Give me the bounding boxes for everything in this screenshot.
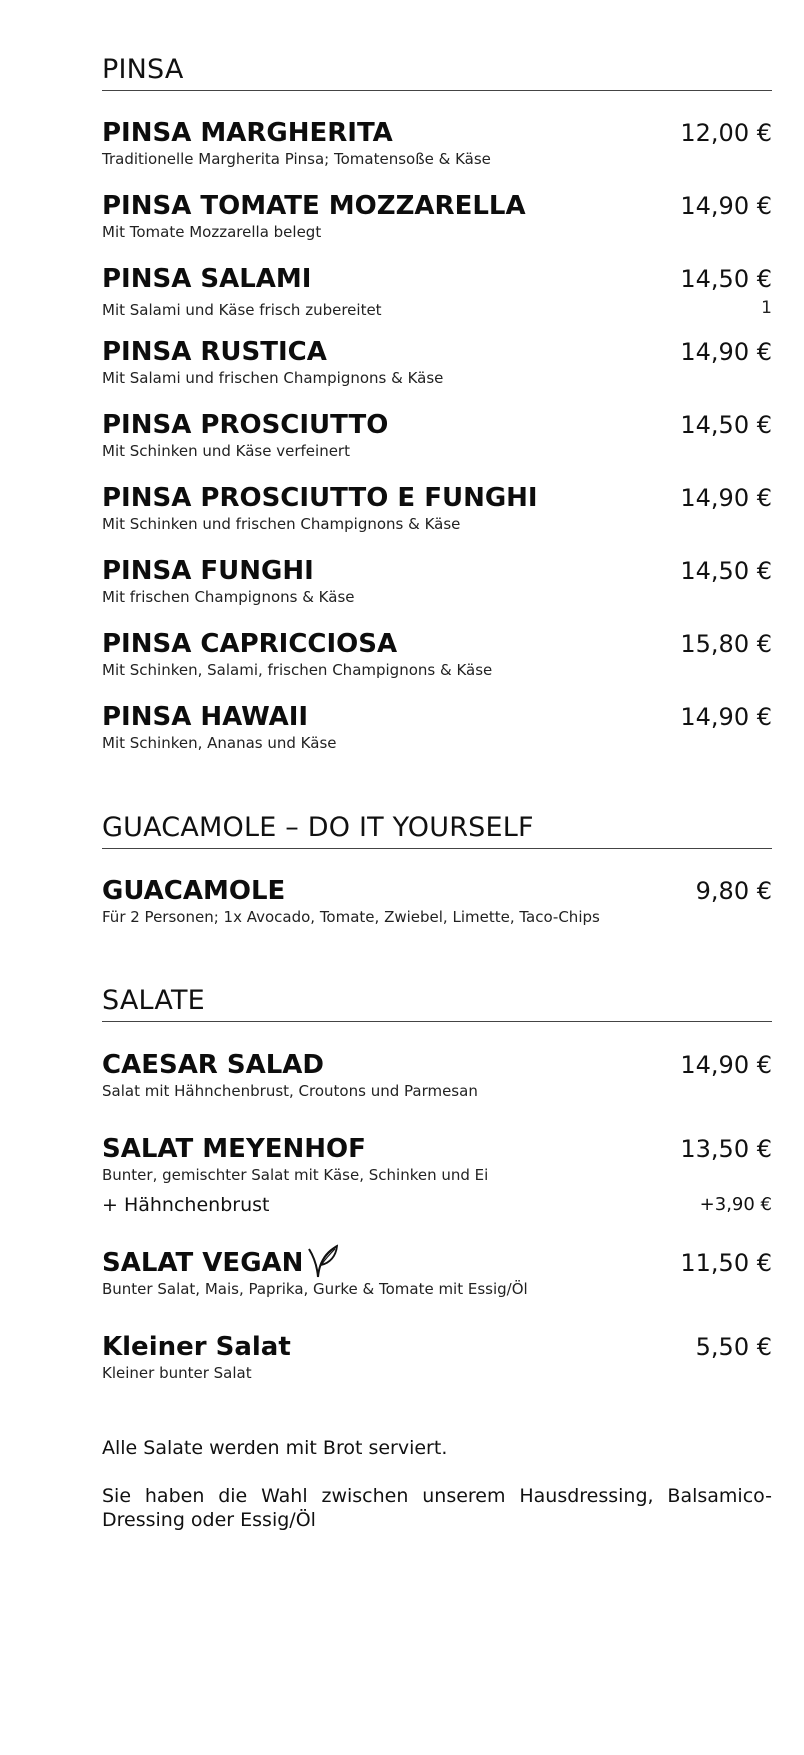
item-price: 14,90 € <box>680 1051 772 1079</box>
item-name: PINSA SALAMI <box>102 264 312 294</box>
item-price: 13,50 € <box>680 1135 772 1163</box>
item-price: 14,90 € <box>680 338 772 366</box>
item-name: SALAT VEGAN <box>102 1248 304 1278</box>
item-name: SALAT MEYENHOF <box>102 1134 366 1164</box>
item-name: PINSA RUSTICA <box>102 337 327 367</box>
item-price: 11,50 € <box>680 1249 772 1277</box>
item-price: 14,50 € <box>680 411 772 439</box>
item-name: PINSA MARGHERITA <box>102 118 393 148</box>
item-price: 15,80 € <box>680 630 772 658</box>
section-header-guacamole <box>102 810 772 849</box>
footer-note-dressing: Sie haben die Wahl zwischen unserem Hausdressing, Balsamico-Dressing oder Essig/Öl <box>102 1485 772 1531</box>
item-name: PINSA HAWAII <box>102 702 309 732</box>
item-description: Mit Salami und frischen Champignons & Käse <box>102 369 444 387</box>
section-header-salate <box>102 983 772 1022</box>
item-price: 14,90 € <box>680 192 772 220</box>
item-name: CAESAR SALAD <box>102 1050 325 1080</box>
item-name: PINSA PROSCIUTTO <box>102 410 389 440</box>
addon-label: + Hähnchenbrust <box>102 1194 270 1216</box>
item-description: Bunter, gemischter Salat mit Käse, Schinken und Ei <box>102 1166 489 1184</box>
footer-note-bread: Alle Salate werden mit Brot serviert. <box>102 1437 448 1459</box>
item-description: Mit Schinken und Käse verfeinert <box>102 442 350 460</box>
item-description: Mit Salami und Käse frisch zubereitet <box>102 301 382 319</box>
item-price: 14,50 € <box>680 557 772 585</box>
item-description: Bunter Salat, Mais, Paprika, Gurke & Tomate mit Essig/Öl <box>102 1280 528 1298</box>
item-name: GUACAMOLE <box>102 876 286 906</box>
section-title-guacamole: GUACAMOLE – DO IT YOURSELF <box>102 812 534 843</box>
section-title-pinsa: PINSA <box>102 54 184 85</box>
item-name: PINSA FUNGHI <box>102 556 314 586</box>
item-description: Mit Tomate Mozzarella belegt <box>102 223 322 241</box>
vegan-leaf-icon <box>306 1243 340 1279</box>
item-description: Für 2 Personen; 1x Avocado, Tomate, Zwiebel, Limette, Taco-Chips <box>102 908 600 926</box>
item-name: PINSA PROSCIUTTO E FUNGHI <box>102 483 538 513</box>
item-description: Mit Schinken und frischen Champignons & Käse <box>102 515 461 533</box>
item-price: 5,50 € <box>695 1333 772 1361</box>
item-description: Mit frischen Champignons & Käse <box>102 588 355 606</box>
item-price: 12,00 € <box>680 119 772 147</box>
item-description: Salat mit Hähnchenbrust, Croutons und Parmesan <box>102 1082 478 1100</box>
item-price: 14,90 € <box>680 484 772 512</box>
item-description: Mit Schinken, Salami, frischen Champignons & Käse <box>102 661 493 679</box>
section-title-salate: SALATE <box>102 985 205 1016</box>
item-price: 9,80 € <box>695 877 772 905</box>
section-header-pinsa <box>102 52 772 91</box>
item-price: 14,50 € <box>680 265 772 293</box>
addon-haehnchenbrust <box>102 1192 772 1218</box>
item-name: PINSA CAPRICCIOSA <box>102 629 398 659</box>
allergen-note: 1 <box>761 298 772 318</box>
item-name: Kleiner Salat <box>102 1332 291 1362</box>
item-description: Traditionelle Margherita Pinsa; Tomatensoße & Käse <box>102 150 491 168</box>
item-name: PINSA TOMATE MOZZARELLA <box>102 191 526 221</box>
item-price: 14,90 € <box>680 703 772 731</box>
item-description: Mit Schinken, Ananas und Käse <box>102 734 337 752</box>
item-description: Kleiner bunter Salat <box>102 1364 252 1382</box>
addon-price: +3,90 € <box>699 1194 772 1215</box>
